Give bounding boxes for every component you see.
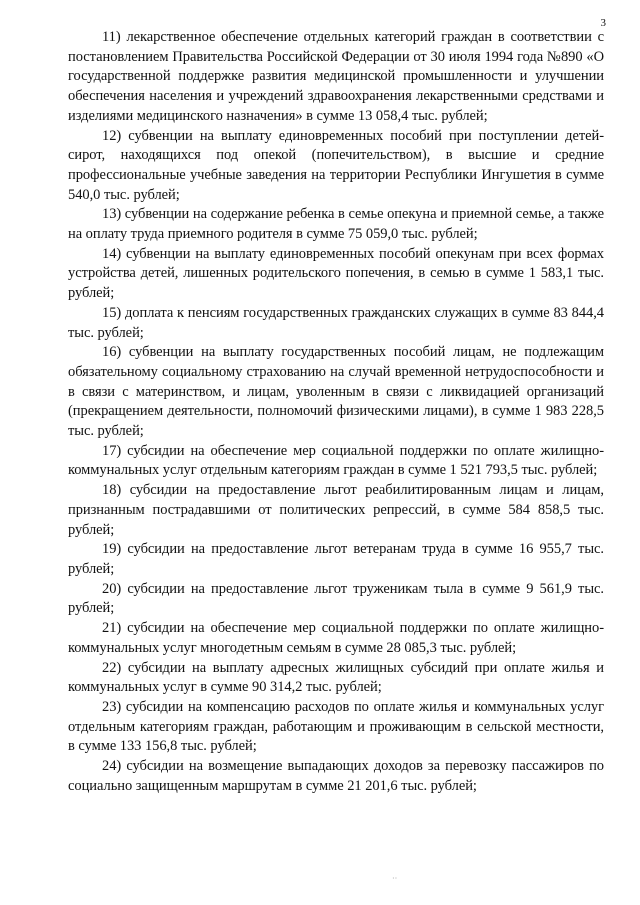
paragraph-item-23: 23) субсидии на компенсацию расходов по оплате жилья и коммунальных услуг отдельным категориям граждан, работающим и проживающим в сельской местности, в сумме 133 156,8 тыс. рублей;	[68, 698, 604, 755]
paragraph-item-13: 13) субвенции на содержание ребенка в семье опекуна и приемной семье, а также на оплату труда приемного родителя в сумме 75 059,0 тыс. рублей;	[68, 206, 604, 243]
paragraph-item-24: 24) субсидии на возмещение выпадающих доходов за перевозку пассажиров по социально защищенным маршрутам в сумме 21 201,6 тыс. рублей;	[68, 758, 604, 794]
paragraph-item-16: 16) субвенции на выплату государственных пособий лицам, не подлежащим обязательному социальному страхованию на случай временной нетрудоспособности и в связи с материнством, и лицам, уволенным в связи с ликвидацией организаций (прекращением деятельности, полномочий физическими лицами), в сумме 1 983 228,5 тыс. рублей;	[68, 344, 604, 440]
scan-mark: ··	[392, 874, 398, 883]
paragraph-item-11: 11) лекарственное обеспечение отдельных категорий граждан в соответствии с постановлением Правительства Российской Федерации от 30 июля 1994 года №890 «О государственной поддержке развития медицинской промышленности и улучшении обеспечения населения и учреждений здравоохранения лекарственными средствами и изделиями медицинского назначения» в сумме 13 058,4 тыс. рублей;	[68, 29, 604, 124]
paragraph-item-14: 14) субвенции на выплату единовременных пособий опекунам при всех формах устройства детей, лишенных родительского попечения, в семью в сумме 1 583,1 тыс. рублей;	[68, 245, 604, 302]
paragraph-item-18: 18) субсидии на предоставление льгот реабилитированным лицам и лицам, признанным пострадавшими от политических репрессий, в сумме 584 858,5 тыс. рублей;	[68, 482, 604, 538]
paragraph-item-15: 15) доплата к пенсиям государственных гражданских служащих в сумме 83 844,4 тыс. рублей;	[68, 304, 604, 341]
paragraph-item-21: 21) субсидии на обеспечение мер социальной поддержки по оплате жилищно-коммунальных услуг многодетным семьям в сумме 28 085,3 тыс. рублей;	[68, 620, 604, 656]
paragraph-item-19: 19) субсидии на предоставление льгот ветеранам труда в сумме 16 955,7 тыс. рублей;	[68, 541, 604, 577]
page-number: 3	[600, 17, 606, 29]
paragraph-item-22: 22) субсидии на выплату адресных жилищных субсидий при оплате жилья и коммунальных услуг в сумме 90 314,2 тыс. рублей;	[68, 659, 604, 696]
paragraph-item-20: 20) субсидии на предоставление льгот труженикам тыла в сумме 9 561,9 тыс. рублей;	[68, 580, 604, 617]
document-body	[68, 28, 604, 796]
paragraph-item-12: 12) субвенции на выплату единовременных пособий при поступлении детей-сирот, находящихся под опекой (попечительством), в высшие и средние профессиональные учебные заведения на территории Республики Ингушетия в сумме 540,0 тыс. рублей;	[68, 127, 604, 203]
paragraph-item-17: 17) субсидии на обеспечение мер социальной поддержки по оплате жилищно-коммунальных услуг отдельным категориям граждан в сумме 1 521 793,5 тыс. рублей;	[68, 442, 604, 479]
